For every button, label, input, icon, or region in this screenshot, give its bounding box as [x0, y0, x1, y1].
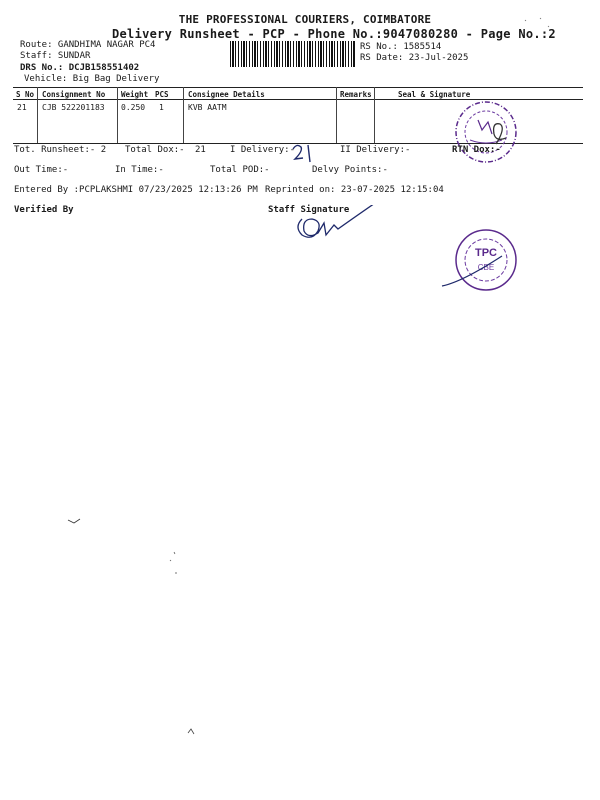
i-delivery-label: I Delivery:- [230, 145, 296, 155]
rtn-dox-label: RTN Dox:- [452, 145, 501, 155]
vehicle-label: Vehicle: Big Bag Delivery [24, 74, 160, 84]
entered-by: Entered By :PCPLAKSHMI 07/23/2025 12:13:26 PM [14, 185, 258, 195]
total-dox-label: Total Dox:- [125, 145, 185, 155]
total-pod-label: Total POD:- [210, 165, 270, 175]
delvy-points-label: Delvy Points:- [312, 165, 388, 175]
cell-consignee: KVB AATM [188, 103, 227, 112]
col-header-remarks: Remarks [340, 90, 372, 99]
staff-signature-label: Staff Signature [268, 205, 350, 215]
cell-weight: 0.250 [121, 103, 146, 112]
col-header-consignee: Consignee Details [188, 90, 265, 99]
ii-delivery-label: II Delivery:- [340, 145, 411, 155]
company-name: THE PROFESSIONAL COURIERS, COIMBATORE [178, 13, 432, 26]
col-header-seal: Seal & Signature [398, 90, 471, 99]
rs-date: RS Date: 23-Jul-2025 [360, 53, 469, 63]
stamp-text-top: TPC [475, 247, 497, 259]
col-header-sno: S No [16, 90, 35, 99]
cell-sno: 21 [17, 103, 27, 112]
col-header-pcs: PCS [155, 90, 169, 99]
cell-pcs: 1 [159, 103, 164, 112]
col-header-consignment: Consignment No [42, 90, 106, 99]
out-time-label: Out Time:- [14, 165, 69, 175]
in-time-label: In Time:- [115, 165, 164, 175]
staff-label: Staff: SUNDAR [20, 51, 91, 61]
stamp-text-bottom: CBE [477, 263, 495, 272]
tot-runsheet: Tot. Runsheet:- 2 [14, 145, 107, 155]
verified-by-label: Verified By [14, 205, 74, 215]
route-label: Route: GANDHIMA NAGAR PC4 [20, 40, 156, 50]
cell-consignment: CJB 522201183 [42, 103, 105, 112]
reprinted-on: Reprinted on: 23-07-2025 12:15:04 [265, 185, 444, 195]
drs-number: DRS No.: DCJB158551402 [20, 63, 140, 73]
col-header-weight: Weight [121, 90, 149, 99]
runsheet-title: Delivery Runsheet - PCP - Phone No.:9047080280 - Page No.:2 [112, 27, 556, 41]
rs-number: RS No.: 1585514 [360, 42, 442, 52]
total-dox-value: 21 [195, 145, 206, 155]
